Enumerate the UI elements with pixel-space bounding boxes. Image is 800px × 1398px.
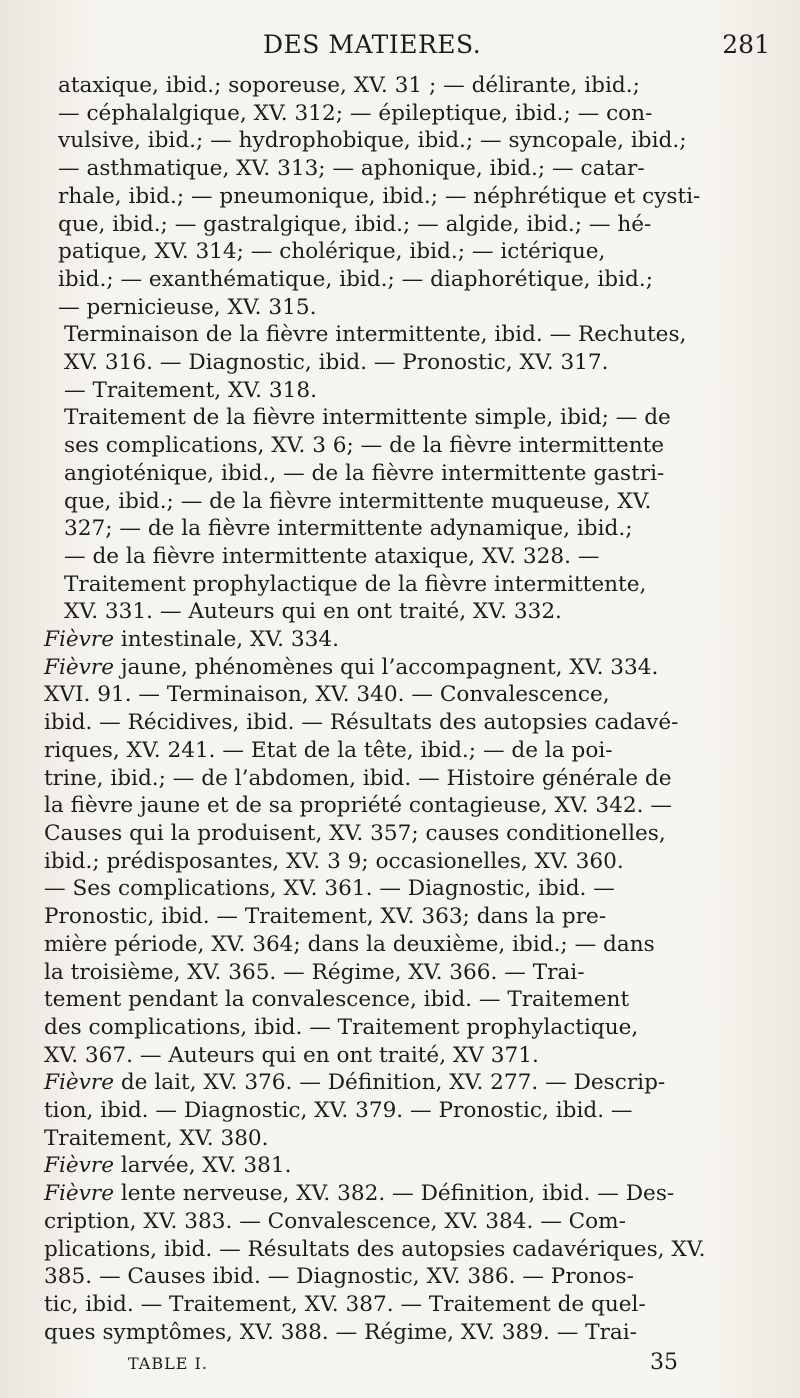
entry-text: la fièvre jaune et de sa propriété contagieuse, XV. 342. — xyxy=(44,793,672,819)
entry-text: — de la fièvre intermittente ataxique, XV. 328. — xyxy=(64,543,600,569)
entry-text: intestinale, XV. 334. xyxy=(113,627,339,653)
entry-heading: Fièvre xyxy=(44,627,114,653)
entry-heading: Fièvre xyxy=(44,1070,114,1096)
signature-number: 35 xyxy=(650,1350,678,1375)
entry-heading: Fièvre xyxy=(44,654,114,680)
index-entry xyxy=(44,626,764,654)
entry-line xyxy=(44,1014,764,1042)
entry-line xyxy=(58,100,764,128)
entry-line xyxy=(44,765,764,793)
entry-text: tement pendant la convalescence, ibid. — Traitement xyxy=(44,987,630,1013)
entry-line xyxy=(58,266,764,294)
entry-text: ses complications, XV. 3 6; — de la fièvre intermittente xyxy=(64,433,665,459)
entry-heading: Fièvre xyxy=(44,1181,114,1207)
entry-text: XVI. 91. — Terminaison, XV. 340. — Convalescence, xyxy=(44,682,610,708)
entry-text: Terminaison de la fièvre intermittente, ibid. — Rechutes, xyxy=(64,322,687,348)
entry-line xyxy=(44,959,764,987)
entry-line xyxy=(44,709,764,737)
entry-text: trine, ibid.; — de l’abdomen, ibid. — Histoire générale de xyxy=(44,765,672,791)
entry-text: ataxique, ibid.; soporeuse, XV. 31 ; — délirante, ibid.; xyxy=(58,73,640,98)
page-footer xyxy=(0,1350,800,1380)
entry-line xyxy=(44,1208,764,1236)
entry-line xyxy=(64,571,764,599)
entry-text: la troisième, XV. 365. — Régime, XV. 366. — Trai- xyxy=(44,959,585,985)
entry-text: que, ibid.; — de la fièvre intermittente muqueuse, XV. xyxy=(64,488,652,514)
entry-line xyxy=(44,1097,764,1125)
entry-line xyxy=(44,626,764,654)
entry-text: 385. — Causes ibid. — Diagnostic, XV. 386. — Pronos- xyxy=(44,1264,634,1290)
entry-text: ibid.; prédisposantes, XV. 3 9; occasionelles, XV. 360. xyxy=(44,848,624,874)
entry-text: que, ibid.; — gastralgique, ibid.; — algide, ibid.; — hé- xyxy=(58,211,652,237)
entry-line xyxy=(44,820,764,848)
entry-line xyxy=(44,737,764,765)
entry-line xyxy=(44,875,764,903)
entry-line xyxy=(58,155,764,183)
entry-line xyxy=(44,931,764,959)
entry-text: tic, ibid. — Traitement, XV. 387. — Traitement de quel- xyxy=(44,1291,646,1317)
entry-line xyxy=(64,404,764,432)
entry-text: ques symptômes, XV. 388. — Régime, XV. 389. — Trai- xyxy=(44,1319,637,1345)
entry-text: — asthmatique, XV. 313; — aphonique, ibid.; — catar- xyxy=(58,156,645,182)
entry-text: lente nerveuse, XV. 382. — Définition, ibid. — Des- xyxy=(113,1181,675,1207)
page-number: 281 xyxy=(722,30,770,59)
entry-line xyxy=(58,294,764,322)
index-entry xyxy=(44,654,764,1070)
entry-heading: Fièvre xyxy=(44,1153,114,1179)
entry-text: 327; — de la fièvre intermittente adynamique, ibid.; xyxy=(64,516,633,542)
entry-text: — pernicieuse, XV. 315. xyxy=(58,294,317,320)
entry-line xyxy=(58,183,764,211)
entry-line xyxy=(44,1263,764,1291)
entry-text: tion, ibid. — Diagnostic, XV. 379. — Pronostic, ibid. — xyxy=(44,1098,633,1124)
entry-line xyxy=(44,1125,764,1153)
index-entry xyxy=(44,321,764,404)
entry-line xyxy=(58,127,764,155)
entry-text: patique, XV. 314; — cholérique, ibid.; — ictérique, xyxy=(58,239,606,265)
entry-line xyxy=(44,1319,764,1347)
index-entry xyxy=(44,1180,764,1346)
entry-line xyxy=(44,681,764,709)
entry-text: vulsive, ibid.; — hydrophobique, ibid.; — syncopale, ibid.; xyxy=(58,128,687,154)
page-header xyxy=(0,30,800,70)
entry-text: larvée, XV. 381. xyxy=(113,1153,292,1179)
index-entry xyxy=(44,72,764,321)
entry-line xyxy=(44,1042,764,1070)
entry-text: Traitement prophylactique de la fièvre intermittente, xyxy=(64,571,647,597)
entry-line xyxy=(44,1069,764,1097)
entry-text: cription, XV. 383. — Convalescence, XV. 384. — Com- xyxy=(44,1208,626,1234)
entry-line xyxy=(58,72,764,100)
entry-line xyxy=(44,903,764,931)
entry-line xyxy=(44,654,764,682)
entry-line xyxy=(64,598,764,626)
entry-line xyxy=(64,377,764,405)
index-entry xyxy=(44,1152,764,1180)
entry-text: plications, ibid. — Résultats des autopsies cadavériques, XV. xyxy=(44,1236,706,1262)
entry-line xyxy=(58,211,764,239)
entry-line xyxy=(64,460,764,488)
entry-text: — Ses complications, XV. 361. — Diagnostic, ibid. — xyxy=(44,876,615,902)
entry-line xyxy=(64,488,764,516)
index-entry xyxy=(44,1069,764,1152)
entry-line xyxy=(58,238,764,266)
index-body xyxy=(44,72,764,1346)
entry-text: ibid.; — exanthématique, ibid.; — diaphorétique, ibid.; xyxy=(58,266,653,292)
entry-text: — céphalalgique, XV. 312; — épileptique, ibid.; — con- xyxy=(58,100,653,126)
entry-text: riques, XV. 241. — Etat de la tête, ibid.; — de la poi- xyxy=(44,737,613,763)
entry-text: XV. 331. — Auteurs qui en ont traité, XV. 332. xyxy=(64,599,562,625)
index-entry xyxy=(44,404,764,626)
running-title: DES MATIERES. xyxy=(263,30,482,59)
entry-text: XV. 367. — Auteurs qui en ont traité, XV 371. xyxy=(44,1042,539,1068)
entry-text: mière période, XV. 364; dans la deuxième, ibid.; — dans xyxy=(44,931,655,957)
entry-line xyxy=(64,543,764,571)
entry-line xyxy=(44,1236,764,1264)
signature-mark: TABLE I. xyxy=(128,1354,208,1373)
entry-text: jaune, phénomènes qui l’accompagnent, XV. 334. xyxy=(113,654,659,680)
entry-text: de lait, XV. 376. — Définition, XV. 277. — Descrip- xyxy=(113,1070,666,1096)
entry-text: ibid. — Récidives, ibid. — Résultats des autopsies cadavé- xyxy=(44,710,679,736)
entry-line xyxy=(44,1152,764,1180)
entry-line xyxy=(64,321,764,349)
entry-line xyxy=(44,986,764,1014)
entry-line xyxy=(44,792,764,820)
entry-text: Traitement, XV. 380. xyxy=(44,1125,269,1151)
entry-line xyxy=(64,432,764,460)
entry-text: Causes qui la produisent, XV. 357; causes conditionelles, xyxy=(44,820,666,846)
entry-text: XV. 316. — Diagnostic, ibid. — Pronostic, XV. 317. xyxy=(64,350,609,376)
entry-line xyxy=(44,848,764,876)
entry-text: angioténique, ibid., — de la fièvre intermittente gastri- xyxy=(64,460,665,486)
entry-text: — Traitement, XV. 318. xyxy=(64,377,317,403)
entry-text: des complications, ibid. — Traitement prophylactique, xyxy=(44,1014,639,1040)
entry-text: Pronostic, ibid. — Traitement, XV. 363; dans la pre- xyxy=(44,904,607,930)
entry-line xyxy=(44,1180,764,1208)
entry-text: Traitement de la fièvre intermittente simple, ibid; — de xyxy=(64,405,671,431)
entry-text: rhale, ibid.; — pneumonique, ibid.; — néphrétique et cysti- xyxy=(58,183,701,209)
entry-line xyxy=(64,349,764,377)
entry-line xyxy=(64,515,764,543)
entry-line xyxy=(44,1291,764,1319)
